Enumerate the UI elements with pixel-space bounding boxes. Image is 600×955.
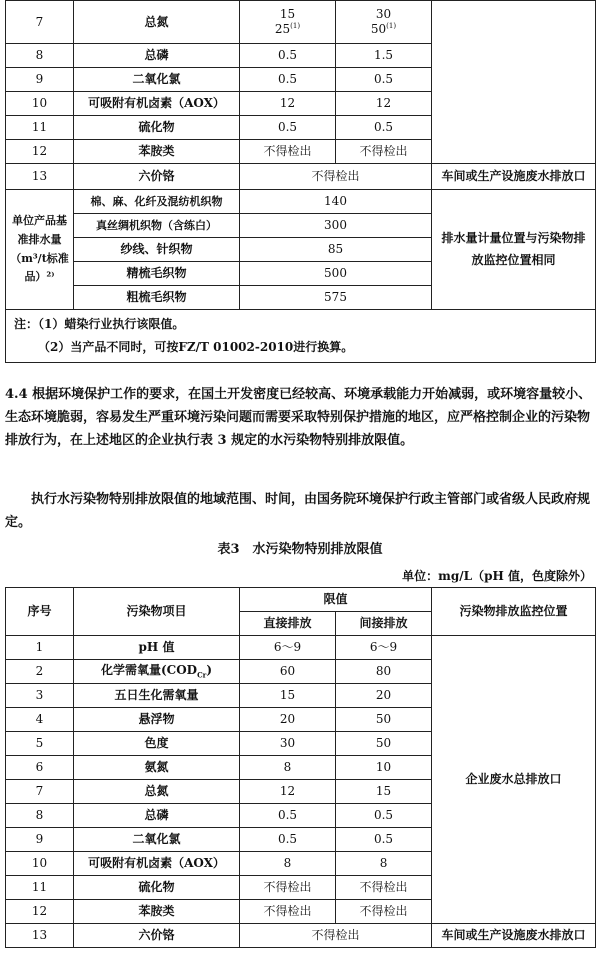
direct-value-secondary: 25$^{(1)}$	[274, 22, 301, 36]
row-number: 13	[6, 164, 74, 190]
pollutant-item: 六价铬	[74, 164, 240, 190]
discharge-volume: 85	[240, 238, 432, 262]
row-number: 4	[6, 708, 74, 732]
row-number: 11	[6, 116, 74, 140]
table-3	[5, 587, 596, 948]
direct-value: 不得检出	[240, 876, 336, 900]
product-type: 精梳毛织物	[74, 262, 240, 286]
pollutant-item: 色度	[74, 732, 240, 756]
direct-value: 60	[240, 660, 336, 684]
footnote-mark: (1)	[386, 22, 397, 30]
pollutant-item: 悬浮物	[74, 708, 240, 732]
indirect-value: 不得检出	[336, 900, 432, 924]
pollutant-item: 总氮	[74, 780, 240, 804]
discharge-volume: 500	[240, 262, 432, 286]
footnote-mark: (1)	[290, 22, 301, 30]
indirect-value	[336, 1, 432, 44]
note-1: 注：（1）蜡染行业执行该限值。	[14, 317, 185, 331]
row-number: 11	[6, 876, 74, 900]
direct-value: 30	[240, 732, 336, 756]
direct-value: 8	[240, 756, 336, 780]
pollutant-item: 氨氮	[74, 756, 240, 780]
direct-value: 0.5	[240, 116, 336, 140]
discharge-volume: 300	[240, 214, 432, 238]
indirect-value-main: 30	[375, 7, 392, 21]
indirect-value: 0.5	[336, 116, 432, 140]
indirect-value-secondary: 50$^{(1)}$	[370, 22, 397, 36]
subscript-cr: Cr	[197, 670, 207, 680]
discharge-volume: 140	[240, 190, 432, 214]
limit-value: 不得检出	[240, 164, 432, 190]
pollutant-item: 化学需氧量$(COD_{Cr})$	[74, 660, 240, 684]
indirect-value: 80	[336, 660, 432, 684]
direct-value	[240, 1, 336, 44]
row-number: 5	[6, 732, 74, 756]
pollutant-item: 苯胺类	[74, 140, 240, 164]
indirect-value: 1.5	[336, 44, 432, 68]
header-limit: 限值	[240, 588, 432, 612]
direct-value: 不得检出	[240, 140, 336, 164]
unit-discharge-label: 单位产品基准排水量（m³/t标准品）²⁾	[6, 190, 74, 310]
volume-monitoring-location: 排水量计量位置与污染物排放监控位置相同	[432, 190, 596, 310]
monitoring-location: 企业废水总排放口	[432, 636, 596, 924]
table-row	[6, 190, 596, 214]
table-3-unit: 单位：mg/L（pH 值，色度除外）	[402, 569, 592, 583]
row-number: 10	[6, 92, 74, 116]
row-number: 1	[6, 636, 74, 660]
direct-value-main: 15	[279, 7, 296, 21]
row-number: 8	[6, 44, 74, 68]
product-type: 真丝绸机织物（含练白）	[74, 214, 240, 238]
paragraph-scope: 执行水污染物特别排放限值的地域范围、时间，由国务院环境保护行政主管部门或省级人民政府规定。	[5, 492, 591, 530]
monitoring-location-blank	[432, 1, 596, 164]
header-direct: 直接排放	[240, 612, 336, 636]
row-number: 7	[6, 780, 74, 804]
limit-value: 不得检出	[240, 924, 432, 948]
pollutant-item: 二氧化氯	[74, 828, 240, 852]
pollutant-item: 苯胺类	[74, 900, 240, 924]
table-row	[6, 1, 596, 44]
pollutant-item: 二氧化氯	[74, 68, 240, 92]
pollutant-item: 五日生化需氧量	[74, 684, 240, 708]
direct-value: 12	[240, 780, 336, 804]
indirect-value: 8	[336, 852, 432, 876]
notes-row	[6, 310, 596, 363]
pollutant-item: 六价铬	[74, 924, 240, 948]
indirect-value: 50	[336, 708, 432, 732]
indirect-value: 0.5	[336, 828, 432, 852]
indirect-value: 20	[336, 684, 432, 708]
discharge-volume: 575	[240, 286, 432, 310]
table-3-title: 表3 水污染物特别排放限值	[217, 542, 383, 557]
header-location: 污染物排放监控位置	[432, 588, 596, 636]
row-number: 13	[6, 924, 74, 948]
monitoring-location: 车间或生产设施废水排放口	[432, 924, 596, 948]
pollutant-item: 可吸附有机卤素（AOX）	[74, 92, 240, 116]
product-type: 粗梳毛织物	[74, 286, 240, 310]
indirect-value: 不得检出	[336, 140, 432, 164]
pollutant-item: pH 值	[74, 636, 240, 660]
pollutant-item: 总磷	[74, 804, 240, 828]
row-number: 8	[6, 804, 74, 828]
direct-value: 0.5	[240, 68, 336, 92]
table-2-continued	[5, 0, 596, 363]
direct-value: 15	[240, 684, 336, 708]
product-type: 纱线、针织物	[74, 238, 240, 262]
header-indirect: 间接排放	[336, 612, 432, 636]
pollutant-item: 总磷	[74, 44, 240, 68]
row-number: 3	[6, 684, 74, 708]
pollutant-item: 硫化物	[74, 876, 240, 900]
row-number: 12	[6, 900, 74, 924]
table-row	[6, 924, 596, 948]
direct-value: 12	[240, 92, 336, 116]
indirect-value: 15	[336, 780, 432, 804]
pollutant-item: 总氮	[74, 1, 240, 44]
indirect-value: 不得检出	[336, 876, 432, 900]
direct-value: 20	[240, 708, 336, 732]
row-number: 10	[6, 852, 74, 876]
direct-value: 6～9	[240, 636, 336, 660]
product-type: 棉、麻、化纤及混纺机织物	[74, 190, 240, 214]
row-number: 2	[6, 660, 74, 684]
pollutant-item: 可吸附有机卤素（AOX）	[74, 852, 240, 876]
row-number: 12	[6, 140, 74, 164]
indirect-value: 10	[336, 756, 432, 780]
table-row	[6, 164, 596, 190]
direct-value: 不得检出	[240, 900, 336, 924]
row-number: 9	[6, 828, 74, 852]
indirect-value: 6～9	[336, 636, 432, 660]
indirect-value: 12	[336, 92, 432, 116]
header-row	[6, 588, 596, 612]
direct-value: 0.5	[240, 44, 336, 68]
row-number: 6	[6, 756, 74, 780]
direct-value: 0.5	[240, 804, 336, 828]
paragraph-4-4: 4.4 根据环境保护工作的要求，在国土开发密度已经较高、环境承载能力开始减弱，或环境容量较小、生态环境脆弱，容易发生严重环境污染问题而需要采取特别保护措施的地区，应严格控制企业的污染物排放行为，在上述地区的企业执行表 3 规定的水污染物特别排放限值。	[5, 387, 592, 448]
direct-value: 8	[240, 852, 336, 876]
note-2: （2）当产品不同时，可按FZ/T 01002-2010进行换算。	[38, 339, 354, 354]
indirect-value: 0.5	[336, 804, 432, 828]
table-notes	[6, 310, 596, 363]
row-number: 9	[6, 68, 74, 92]
indirect-value: 50	[336, 732, 432, 756]
table-row	[6, 636, 596, 660]
pollutant-item: 硫化物	[74, 116, 240, 140]
header-no: 序号	[6, 588, 74, 636]
row-number: 7	[6, 1, 74, 44]
monitoring-location: 车间或生产设施废水排放口	[432, 164, 596, 190]
direct-value: 0.5	[240, 828, 336, 852]
header-item: 污染物项目	[74, 588, 240, 636]
indirect-value: 0.5	[336, 68, 432, 92]
